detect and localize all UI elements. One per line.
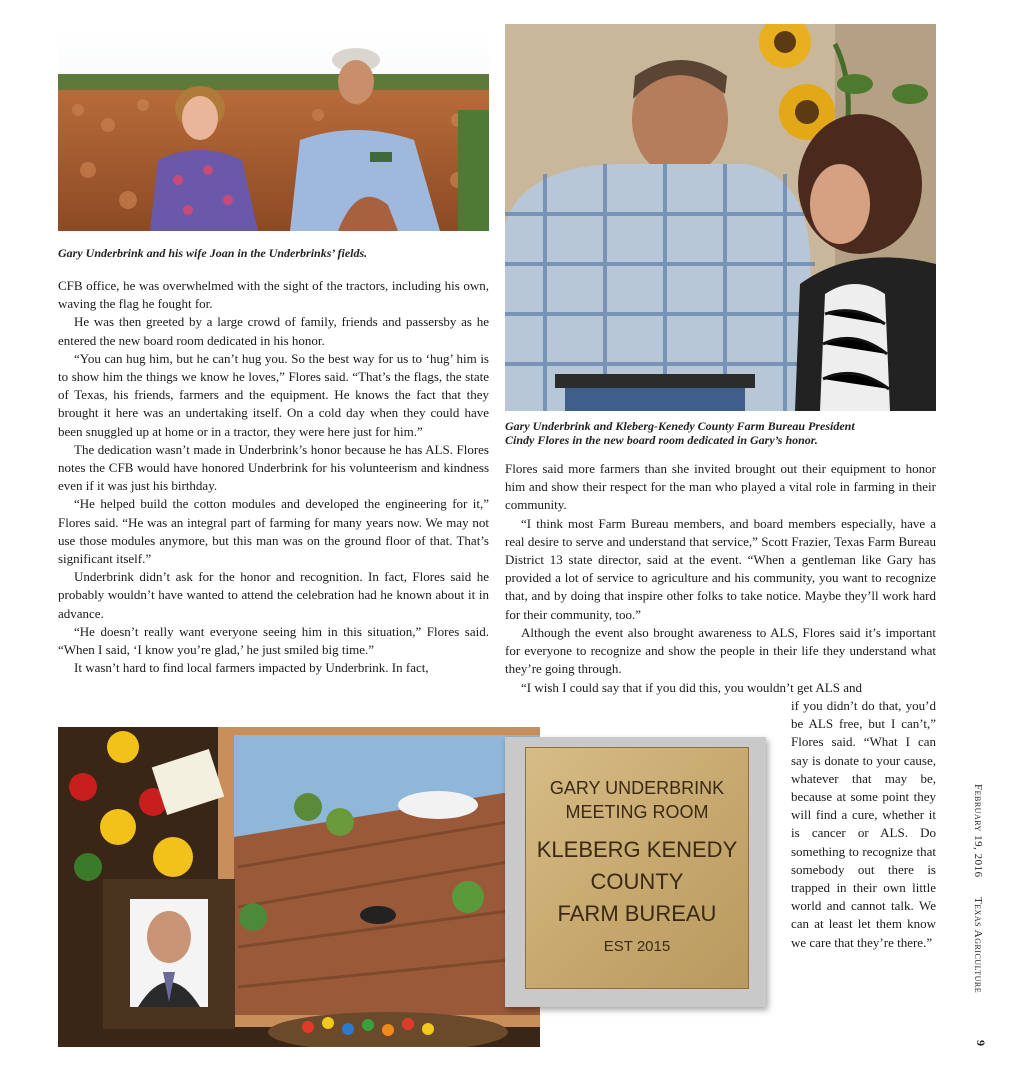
paragraph: CFB office, he was overwhelmed with the sight of the tractors, including his own, waving the flag he fought for. — [58, 278, 489, 312]
paragraph: Flores said more farmers than she invited brought out their equipment to honor him and show their respect for the man who played a vital role in farming in their community. — [505, 461, 936, 513]
caption-top-right-line1: Gary Underbrink and Kleberg-Kenedy County Farm Bureau President — [505, 419, 855, 433]
caption-top-right-line2: Cindy Flores in the new board room dedicated in Gary’s honor. — [505, 433, 818, 447]
page-number: 9 — [974, 1040, 988, 1047]
paragraph: Although the event also brought awareness to ALS, Flores said it’s important for everyone to recognize and show the people in their life they understand what they’re going through. — [505, 624, 936, 677]
running-footer-publication: Texas Agriculture — [972, 897, 984, 994]
field-photo-illustration — [58, 30, 489, 231]
article-narrow-column — [791, 697, 936, 952]
wide-line-text: “I wish I could say that if you did this, you wouldn’t get ALS and — [521, 680, 862, 695]
photo-couple-in-field — [58, 30, 489, 231]
paragraph: “He doesn’t really want everyone seeing him in this situation,” Flores said. “When I said, ‘I know you’re glad,’ he just smiled big time.” — [58, 623, 489, 658]
plaque-line-1: GARY UNDERBRINK — [549, 778, 725, 798]
paragraph: “He helped build the cotton modules and developed the engineering for it,” Flores said. “He was an integral part of farming for many years now. We may not use those modules anymore, but this man was on the ground floor of that. That’s significant itself.” — [58, 496, 489, 567]
paragraph: Underbrink didn’t ask for the honor and recognition. In fact, Flores said he probably wouldn’t have wanted to attend the celebration had he known about it in advance. — [58, 569, 489, 621]
article-right-column — [505, 460, 936, 678]
paragraph: “You can hug him, but he can’t hug you. So the best way for us to ‘hug’ him is to show him the things we know he loves,” Flores said. “That’s the flags, the state of Texas, his friends, farmers and the equipment. He knows the fact that they brought it here was an undertaking itself. On a cold day when they could have been snuggled up at home or in a tractor, they were here just for him.” — [58, 350, 489, 439]
narrow-column-text: if you didn’t do that, you’d be ALS free, but I can’t,” Flores said. “What I can say is donate to your cause, whatever that may be, because at some point they will find a cure, whether it is cancer or ALS. Do something to recognize that somebody out there is trapped in their own little world and cannot talk. We can at least let them know we care that they’re there.” — [791, 698, 936, 950]
plaque-line-5: FARM BUREAU — [557, 901, 717, 926]
photo-gary-and-cindy — [505, 24, 936, 411]
caption-top-left: Gary Underbrink and his wife Joan in the Underbrinks’ fields. — [58, 246, 368, 260]
plaque-line-6: EST 2015 — [603, 938, 671, 955]
plaque-line-4: COUNTY — [590, 869, 684, 894]
running-footer-date: February 19, 2016 — [972, 784, 984, 878]
photo-painting-and-portrait — [58, 727, 540, 1047]
plaque-line-2: MEETING ROOM — [565, 802, 709, 822]
painting-photo-illustration — [58, 727, 540, 1047]
plaque-line-3: KLEBERG KENEDY — [536, 837, 738, 862]
paragraph: It wasn’t hard to find local farmers impacted by Underbrink. In fact, — [74, 660, 429, 676]
article-left-column — [58, 277, 489, 677]
caption-top-right — [505, 419, 945, 447]
paragraph: The dedication wasn’t made in Underbrink’s honor because he has ALS. Flores notes the CFB would have honored Underbrink for his volunteerism and kindness even if it was just his birthday. — [58, 441, 489, 494]
boardroom-photo-illustration — [505, 24, 936, 411]
article-wide-line — [505, 679, 936, 697]
paragraph: He was then greeted by a large crowd of family, friends and passersby as he entered the new board room dedicated in his honor. — [58, 314, 489, 348]
plaque — [525, 747, 749, 989]
paragraph: “I think most Farm Bureau members, and board members especially, have a real desire to serve and understand that service,” Scott Frazier, Texas Farm Bureau District 13 state director, said at the event. “When a gentleman like Gary has provided a lot of service to agriculture and his community, you want to recognize that, and by doing that inspire other folks to take notice. Maybe they’ll work hard for their community, too.” — [505, 515, 936, 622]
plaque-photo — [505, 737, 766, 1007]
